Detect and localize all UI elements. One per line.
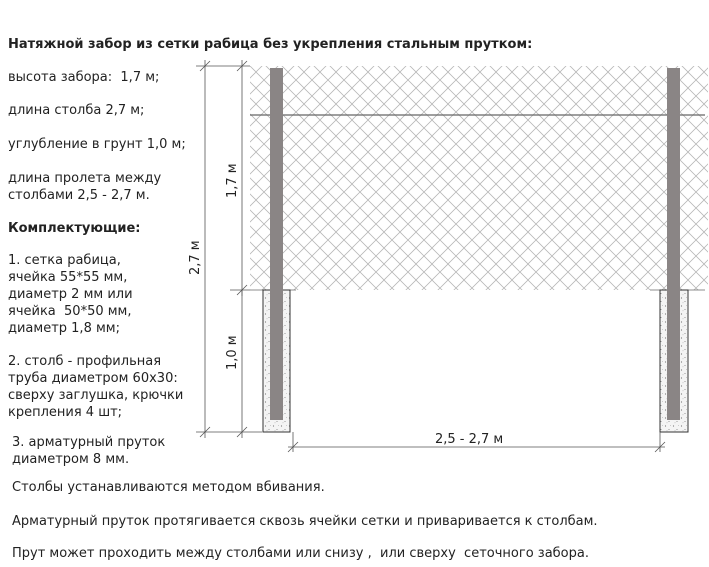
diagram-title: Натяжной забор из сетки рабица без укрепления стальным прутком: [8,37,533,52]
label-total-height: 2,7 м [188,240,203,275]
post-right [667,68,680,420]
label-span: 2,5 - 2,7 м [435,432,504,447]
spec-fence-height: высота забора: 1,7 м; [8,70,160,85]
chain-link-mesh [250,66,708,290]
note-rod-welding: Арматурный пруток протягивается сквозь ячейки сетки и приваривается к столбам. [12,514,598,529]
note-installation-method: Столбы устанавливаются методом вбивания. [12,480,325,495]
note-rod-position: Прут может проходить между столбами или снизу , или сверху сеточного забора. [12,546,589,561]
component-mesh: 1. сетка рабица, ячейка 55*55 мм, диаметр 2 мм или ячейка 50*50 мм, диаметр 1,8 мм; [8,253,133,336]
label-below-ground: 1,0 м [225,335,240,370]
post-left [270,68,283,420]
label-above-ground: 1,7 м [225,163,240,198]
component-post: 2. столб - профильная труба диаметром 60x30: сверху заглушка, крючки крепления 4 шт; [8,354,184,420]
components-heading: Комплектующие: [8,221,141,236]
component-rod: 3. арматурный пруток диаметром 8 мм. [12,435,166,467]
spec-span-length: длина пролета между столбами 2,5 - 2,7 м. [8,171,162,203]
spec-post-length: длина столба 2,7 м; [8,103,145,118]
spec-ground-depth: углубление в грунт 1,0 м; [8,137,186,152]
